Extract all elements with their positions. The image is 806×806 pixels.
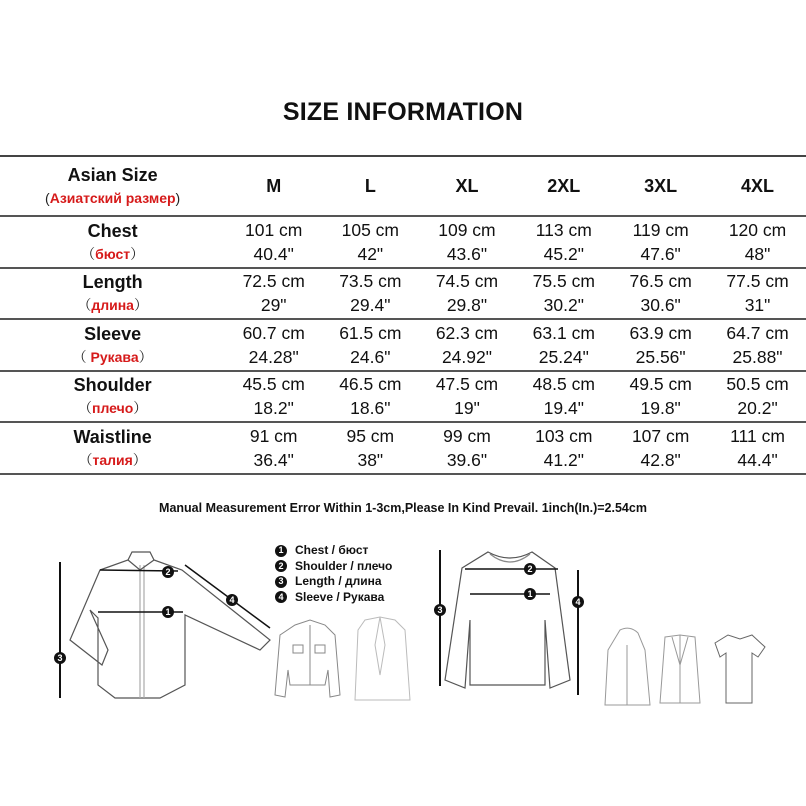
table-cell: 99 cm 39.6" [443, 425, 491, 470]
table-cell: 60.7 cm 24.28" [242, 322, 305, 367]
table-cell: 120 cm 48" [728, 219, 787, 264]
hoodie-cardigan-tshirt-icon [600, 625, 770, 710]
table-cell: 76.5 cm 30.6" [629, 271, 692, 316]
legend-item: 4 Sleeve / Рукава [275, 590, 392, 606]
table-row [0, 216, 806, 268]
table-row [0, 319, 806, 371]
table-cell: 49.5 cm 19.8" [629, 374, 692, 419]
header-label: Asian Size [67, 165, 158, 185]
header-label-cell: Asian Size (Азиатский размер) [0, 156, 225, 216]
svg-text:4: 4 [575, 597, 581, 607]
row-label-cell: Sleeve （ Рукава） [72, 323, 153, 365]
table-cell: 63.9 cm 25.56" [629, 322, 692, 367]
table-cell: 72.5 cm 29" [242, 271, 305, 316]
table-cell: 109 cm 43.6" [438, 219, 496, 264]
size-header-3xl: 3XL [644, 175, 678, 196]
size-header-xl: XL [455, 175, 479, 196]
table-cell: 119 cm 47.6" [632, 219, 689, 264]
size-header-4xl: 4XL [741, 175, 775, 196]
table-cell: 50.5 cm 20.2" [726, 374, 789, 419]
number-4-icon: 4 [275, 591, 287, 603]
measurement-note: Manual Measurement Error Within 1-3cm,Please In Kind Prevail. 1inch(In.)=2.54cm [159, 501, 647, 515]
table-header-row [0, 156, 806, 216]
table-cell: 105 cm 42" [341, 219, 400, 264]
row-label-cell: Chest （бюст） [81, 220, 145, 262]
table-cell: 46.5 cm 18.6" [339, 374, 402, 419]
table-cell: 62.3 cm 24.92" [435, 322, 499, 367]
table-row [0, 371, 806, 423]
measurement-legend [275, 543, 392, 605]
page-title: SIZE INFORMATION [282, 98, 524, 126]
size-header-2xl: 2XL [547, 175, 581, 196]
number-2-icon: 2 [275, 560, 287, 572]
table-row [0, 268, 806, 320]
number-1-icon: 1 [275, 545, 287, 557]
row-label-cell: Shoulder （плечо） [73, 375, 152, 417]
table-cell: 101 cm 40.4" [244, 219, 303, 264]
table-cell: 113 cm 45.2" [535, 219, 592, 264]
table-cell: 45.5 cm 18.2" [242, 374, 305, 419]
dress-shirt-diagram-icon [40, 540, 280, 710]
table-cell: 64.7 cm 25.88" [726, 322, 789, 367]
row-label-cell: Length （длина） [77, 272, 148, 314]
table-cell: 63.1 cm 25.24" [532, 322, 595, 367]
legend-item: 2 Shoulder / плечо [275, 559, 392, 575]
size-chart-table [0, 155, 806, 475]
table-cell: 75.5 cm 30.2" [532, 271, 595, 316]
svg-text:4: 4 [229, 595, 235, 605]
size-header-m: M [266, 175, 282, 196]
table-cell: 73.5 cm 29.4" [339, 271, 402, 316]
jacket-and-blazer-icon [270, 615, 420, 710]
table-row [0, 422, 806, 474]
table-cell: 95 cm 38" [346, 425, 395, 470]
table-cell: 48.5 cm 19.4" [532, 374, 595, 419]
table-cell: 111 cm 44.4" [730, 425, 785, 470]
svg-text:1: 1 [165, 607, 171, 617]
row-label-cell: Waistline （талия） [73, 426, 152, 468]
size-header-l: L [364, 175, 376, 196]
table-cell: 61.5 cm 24.6" [339, 322, 402, 367]
table-cell: 74.5 cm 29.8" [435, 271, 499, 316]
table-cell: 107 cm 42.8" [631, 425, 690, 470]
svg-text:1: 1 [527, 589, 533, 599]
sweater-diagram-icon [420, 540, 600, 710]
number-3-icon: 3 [275, 576, 287, 588]
legend-item: 3 Length / длина [275, 574, 392, 590]
svg-text:3: 3 [437, 605, 443, 615]
svg-text:3: 3 [57, 653, 63, 663]
table-cell: 47.5 cm 19" [435, 374, 499, 419]
svg-text:2: 2 [165, 567, 171, 577]
table-cell: 103 cm 41.2" [535, 425, 593, 470]
svg-text:2: 2 [527, 564, 533, 574]
legend-item: 1 Chest / бюст [275, 543, 392, 559]
header-label-ru: Азиатский размер [49, 190, 176, 206]
table-cell: 91 cm 36.4" [249, 425, 298, 470]
table-cell: 77.5 cm 31" [726, 271, 789, 316]
